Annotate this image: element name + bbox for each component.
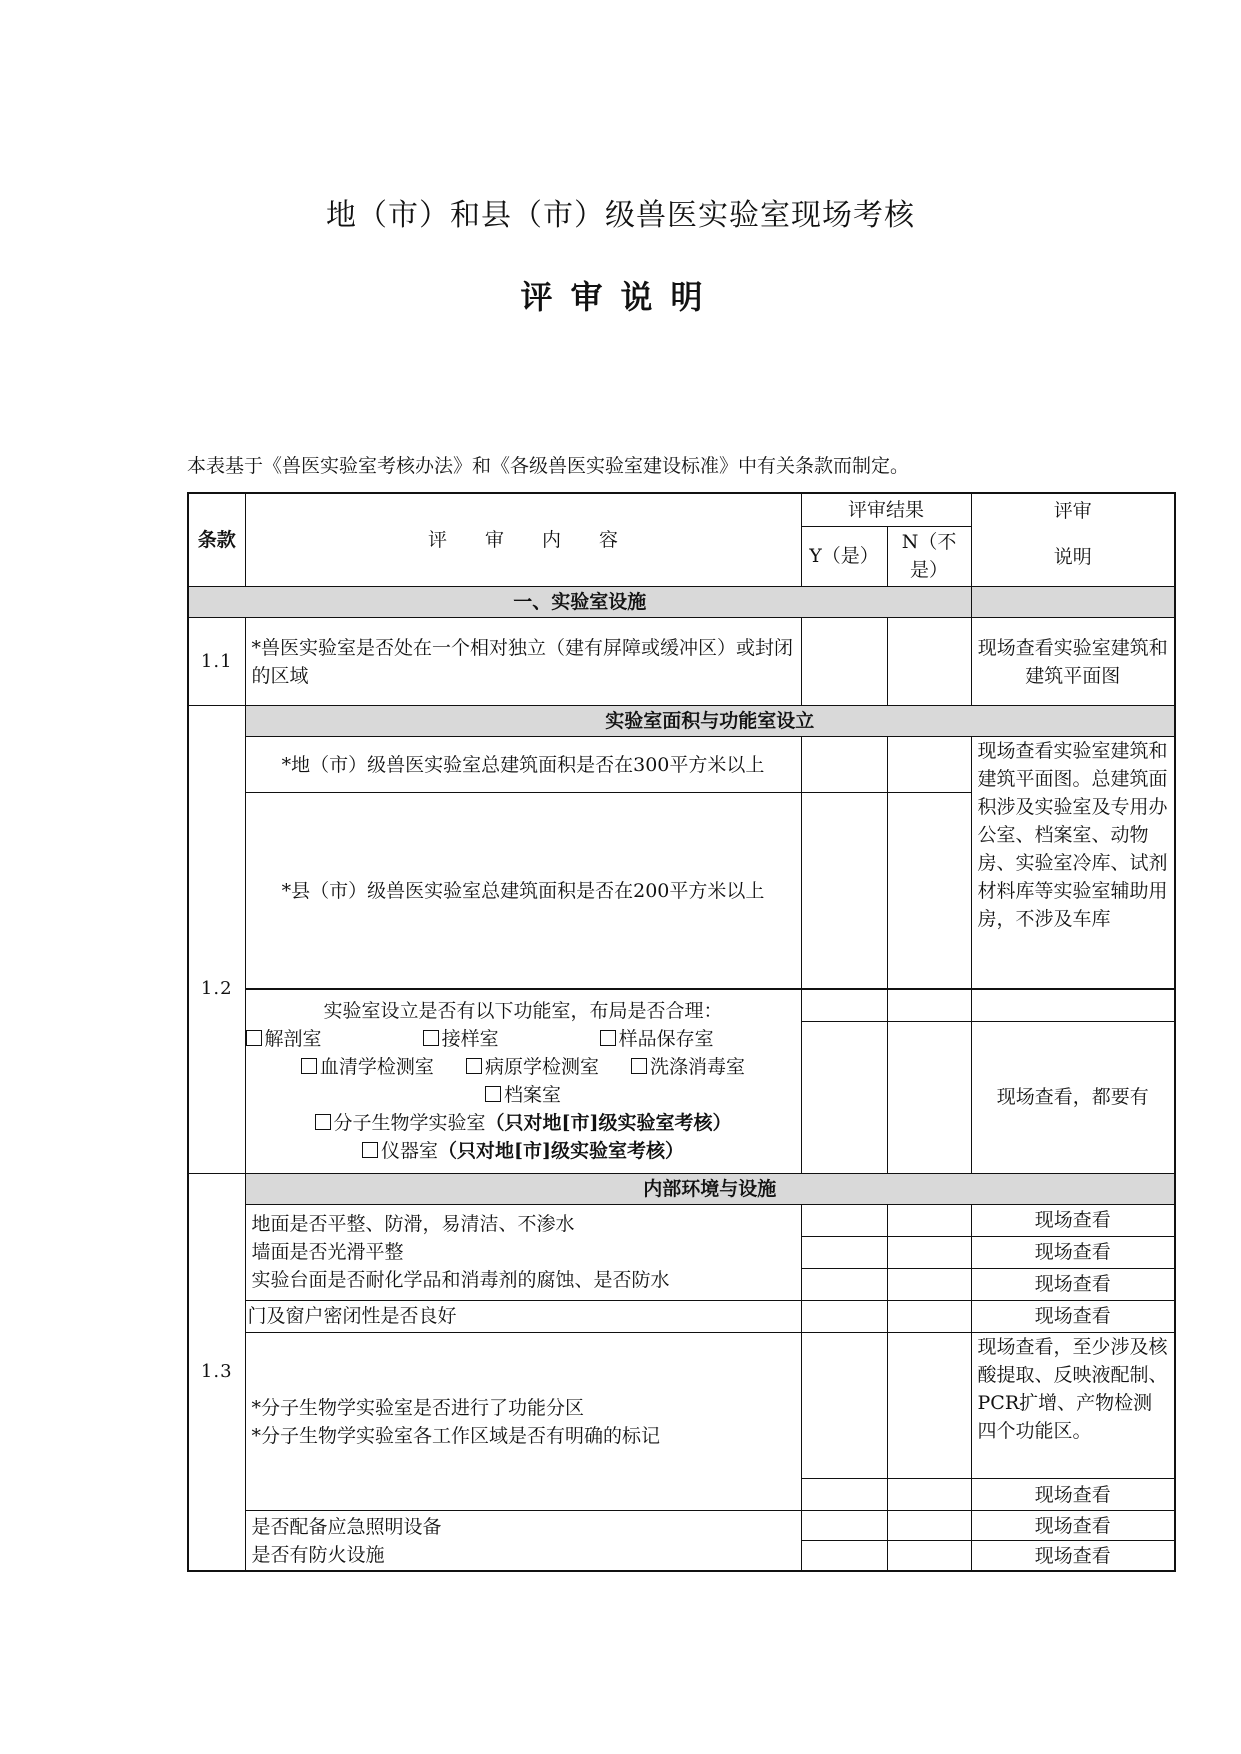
yes-cell[interactable]	[801, 793, 887, 989]
content-1-2-rooms	[245, 989, 801, 1173]
note-blank	[971, 989, 1175, 1021]
no-cell[interactable]	[887, 1511, 971, 1541]
content-1-3-safety	[245, 1511, 801, 1571]
room-item: 档案室	[503, 1084, 561, 1107]
yes-cell[interactable]	[801, 1333, 887, 1479]
yes-cell[interactable]	[801, 1021, 887, 1173]
env-item: 实验台面是否耐化学品和消毒剂的腐蚀、是否防水	[251, 1269, 670, 1292]
room-item: 病原学检测室	[484, 1056, 599, 1079]
document-subtitle: 评审说明	[520, 278, 721, 316]
room-scope-note: （只对地[市]级实验室考核）	[438, 1140, 684, 1163]
yes-cell[interactable]	[801, 1300, 887, 1332]
env-item: *分子生物学实验室是否进行了功能分区	[251, 1396, 585, 1419]
no-cell[interactable]	[887, 1541, 971, 1571]
no-cell[interactable]	[887, 1300, 971, 1332]
checkbox-icon[interactable]	[301, 1058, 317, 1074]
content-1-3-molecular	[245, 1333, 801, 1511]
room-item: 样品保存室	[618, 1028, 714, 1051]
no-cell[interactable]	[887, 1021, 971, 1173]
intro-text: 本表基于《兽医实验室考核办法》和《各级兽医实验室建设标准》中有关条款而制定。	[187, 455, 910, 477]
header-result: 评审结果	[801, 493, 971, 526]
note-site: 现场查看	[971, 1479, 1175, 1511]
note-1-2-rooms: 现场查看，都要有	[971, 1021, 1175, 1173]
env-item: *分子生物学实验室各工作区域是否有明确的标记	[251, 1424, 661, 1447]
yes-cell[interactable]	[801, 1236, 887, 1268]
no-cell[interactable]	[887, 618, 971, 706]
header-content: 评 审 内 容	[245, 493, 801, 587]
yes-cell[interactable]	[801, 1511, 887, 1541]
env-item: 是否配备应急照明设备	[251, 1515, 442, 1538]
yes-cell[interactable]	[801, 1204, 887, 1236]
room-item: 解剖室	[264, 1028, 322, 1051]
room-item: 仪器室	[381, 1140, 439, 1163]
review-table	[187, 492, 1176, 1572]
note-site: 现场查看	[971, 1236, 1175, 1268]
checkbox-icon[interactable]	[246, 1030, 262, 1046]
checkbox-icon[interactable]	[485, 1086, 501, 1102]
no-cell[interactable]	[887, 793, 971, 989]
note-1-2-area: 现场查看实验室建筑和建筑平面图。总建筑面积涉及实验室及专用办公室、档案室、动物房、实验室冷库、试剂材料库等实验室辅助用房，不涉及车库	[971, 737, 1175, 989]
checkbox-icon[interactable]	[362, 1142, 378, 1158]
room-item: 血清学检测室	[319, 1056, 434, 1079]
yes-cell[interactable]	[801, 1268, 887, 1300]
content-1-2-b: *县（市）级兽医实验室总建筑面积是否在200平方米以上	[245, 793, 801, 989]
header-no: N（不是）	[887, 526, 971, 586]
checkbox-icon[interactable]	[315, 1114, 331, 1130]
document-title: 地（市）和县（市）级兽医实验室现场考核	[326, 198, 915, 233]
content-1-3-surfaces	[245, 1204, 801, 1300]
rooms-question: 实验室设立是否有以下功能室，布局是否合理：	[323, 1000, 723, 1023]
section-title-environment: 内部环境与设施	[245, 1173, 1175, 1204]
yes-cell[interactable]	[801, 1541, 887, 1571]
content-1-2-a: *地（市）级兽医实验室总建筑面积是否在300平方米以上	[245, 737, 801, 793]
note-1-1: 现场查看实验室建筑和建筑平面图	[971, 618, 1175, 706]
clause-1-3: 1.3	[188, 1173, 245, 1571]
no-cell[interactable]	[887, 1204, 971, 1236]
checkbox-icon[interactable]	[631, 1058, 647, 1074]
env-item: 墙面是否光滑平整	[251, 1241, 404, 1264]
header-yes: Y（是）	[801, 526, 887, 586]
header-note-top: 评审	[1053, 500, 1092, 522]
checkbox-icon[interactable]	[466, 1058, 482, 1074]
note-site: 现场查看	[971, 1300, 1175, 1332]
section-title-area: 实验室面积与功能室设立	[245, 706, 1175, 737]
checkbox-icon[interactable]	[600, 1030, 616, 1046]
yes-cell[interactable]	[801, 618, 887, 706]
room-scope-note: （只对地[市]级实验室考核）	[485, 1112, 732, 1135]
content-1-3-doors: 门及窗户密闭性是否良好	[245, 1300, 801, 1332]
env-item: 地面是否平整、防滑，易清洁、不渗水	[251, 1213, 575, 1236]
note-site: 现场查看	[971, 1511, 1175, 1541]
no-cell[interactable]	[887, 1236, 971, 1268]
content-1-1: *兽医实验室是否处在一个相对独立（建有屏障或缓冲区）或封闭的区域	[245, 618, 801, 706]
no-cell[interactable]	[887, 1268, 971, 1300]
yes-cell[interactable]	[801, 989, 887, 1021]
header-note-bottom: 说明	[1053, 546, 1092, 568]
header-clause: 条款	[188, 493, 245, 587]
header-note	[971, 493, 1175, 587]
note-site: 现场查看	[971, 1204, 1175, 1236]
checkbox-icon[interactable]	[423, 1030, 439, 1046]
room-item: 洗涤消毒室	[650, 1056, 746, 1079]
section-title-facilities: 一、实验室设施	[188, 587, 971, 618]
yes-cell[interactable]	[801, 737, 887, 793]
yes-cell[interactable]	[801, 1479, 887, 1511]
no-cell[interactable]	[887, 737, 971, 793]
note-1-3-molecular: 现场查看，至少涉及核酸提取、反映液配制、PCR扩增、产物检测四个功能区。	[971, 1333, 1175, 1479]
section-title-blank	[971, 587, 1175, 618]
room-item: 分子生物学实验室	[333, 1112, 486, 1135]
clause-1-2: 1.2	[188, 706, 245, 1174]
no-cell[interactable]	[887, 1333, 971, 1479]
env-item: 是否有防火设施	[251, 1543, 385, 1566]
room-item: 接样室	[441, 1028, 499, 1051]
no-cell[interactable]	[887, 989, 971, 1021]
clause-1-1: 1.1	[188, 618, 245, 706]
no-cell[interactable]	[887, 1479, 971, 1511]
note-site: 现场查看	[971, 1268, 1175, 1300]
note-site: 现场查看	[971, 1541, 1175, 1571]
